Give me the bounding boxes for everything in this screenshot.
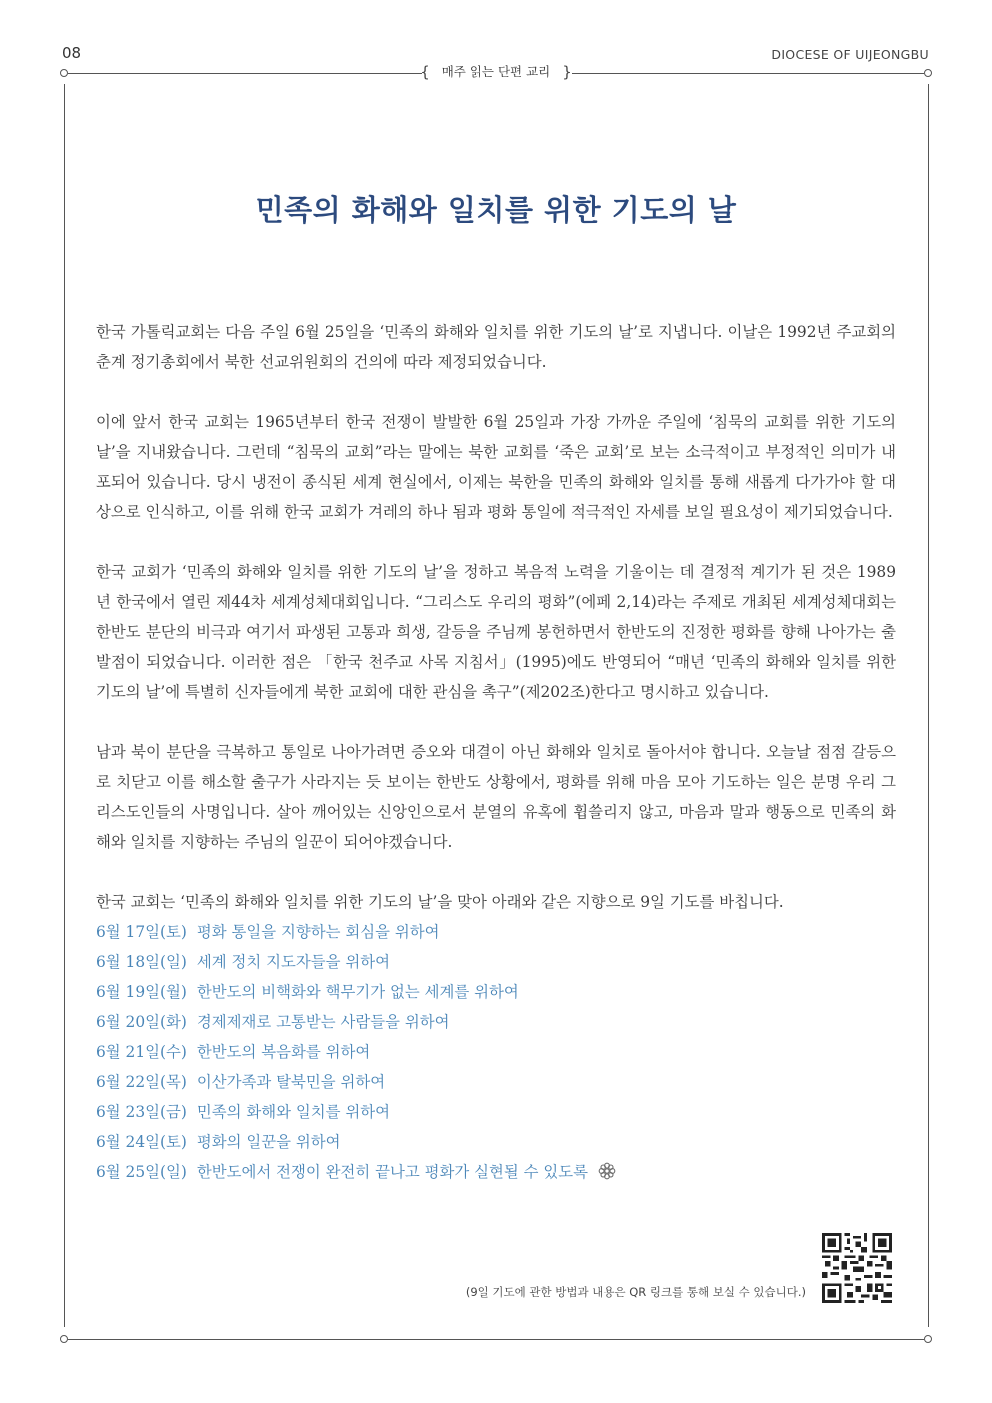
paragraph: 한국 교회가 ‘민족의 화해와 일치를 위한 기도의 날’을 정하고 복음적 노력을 기울이는 데 결정적 계기가 된 것은 1989년 한국에서 열린 제44차 세계성체대회입니다. “그리스도 우리의 평화”(에페 2,14)라는 주제로 개최된 세계성체대회는 한반도 분단의 비극과 여기서 파생된 고통과 희생, 갈등을 주님께 봉헌하면서 한반도의 진정한 평화를 향해 나아가는 출발점이 되었습니다. 이러한 점은 「한국 천주교 사목 지침서」(1995)에도 반영되어 “매년 ‘민족의 화해와 일치를 위한 기도의 날’에 특별히 신자들에게 북한 교회에 대한 관심을 촉구”(제202조)한다고 명시하고 있습니다. <box>96 563 896 701</box>
frame-top-right-rule <box>572 73 924 74</box>
frame-corner-dot <box>924 69 932 77</box>
intention-text: 세계 정치 지도자들을 위하여 <box>196 953 390 971</box>
list-item <box>96 1067 896 1097</box>
intention-date: 6월 20일(화) <box>96 1013 187 1031</box>
intention-text: 한반도의 비핵화와 핵무기가 없는 세계를 위하여 <box>196 983 519 1001</box>
intention-date: 6월 17일(토) <box>96 923 187 941</box>
article-body <box>96 317 896 1187</box>
publisher-name: DIOCESE OF UIJEONGBU <box>771 47 929 62</box>
bracket-close: } <box>562 63 572 81</box>
intention-date: 6월 19일(월) <box>96 983 187 1001</box>
intention-date: 6월 23일(금) <box>96 1103 187 1121</box>
intention-text: 평화의 일꾼을 위하여 <box>196 1133 341 1151</box>
intention-date: 6월 22일(목) <box>96 1073 187 1091</box>
intention-text: 평화 통일을 지향하는 회심을 위하여 <box>196 923 440 941</box>
qr-note: (9일 기도에 관한 방법과 내용은 QR 링크를 통해 보실 수 있습니다.) <box>465 1285 806 1299</box>
bracket-open: { <box>420 63 430 81</box>
intention-date: 6월 25일(일) <box>96 1163 187 1181</box>
frame-right-rule <box>928 84 929 1327</box>
frame-top-left-rule <box>68 73 422 74</box>
page-number: 08 <box>62 44 82 62</box>
frame-corner-dot <box>60 69 68 77</box>
list-item <box>96 917 896 947</box>
frame-bottom-rule <box>68 1339 924 1340</box>
list-item <box>96 977 896 1007</box>
paragraph: 한국 가톨릭교회는 다음 주일 6월 25일을 ‘민족의 화해와 일치를 위한 기도의 날’로 지냅니다. 이날은 1992년 주교회의 춘계 정기총회에서 북한 선교위원회의 건의에 따라 제정되었습니다. <box>96 323 896 371</box>
qr-code[interactable] <box>822 1233 892 1303</box>
list-item <box>96 1097 896 1127</box>
list-item <box>96 947 896 977</box>
intention-date: 6월 24일(토) <box>96 1133 187 1151</box>
frame-left-rule <box>64 84 65 1327</box>
intention-text: 민족의 화해와 일치를 위하여 <box>196 1103 390 1121</box>
list-item <box>96 1127 896 1157</box>
intention-date: 6월 18일(일) <box>96 953 187 971</box>
paragraph: 이에 앞서 한국 교회는 1965년부터 한국 전쟁이 발발한 6월 25일과 가장 가까운 주일에 ‘침묵의 교회를 위한 기도의 날’을 지내왔습니다. 그런데 “침묵의 교회”라는 말에는 북한 교회를 ‘죽은 교회’로 보는 소극적이고 부정적인 의미가 내포되어 있습니다. 당시 냉전이 종식된 세계 현실에서, 이제는 북한을 민족의 화해와 일치를 통해 새롭게 다가가야 할 대상으로 인식하고, 이를 위해 한국 교회가 겨레의 하나 됨과 평화 통일에 적극적인 자세를 보일 필요성이 제기되었습니다. <box>96 413 896 521</box>
intentions-intro: 한국 교회는 ‘민족의 화해와 일치를 위한 기도의 날’을 맞아 아래와 같은 지향으로 9일 기도를 바칩니다. <box>96 893 784 911</box>
intentions-list <box>96 917 896 1187</box>
intention-text: 경제제재로 고통받는 사람들을 위하여 <box>196 1013 450 1031</box>
list-item <box>96 1157 896 1187</box>
intention-text: 이산가족과 탈북민을 위하여 <box>196 1073 386 1091</box>
list-item <box>96 1037 896 1067</box>
flower-ornament-icon <box>598 1160 616 1178</box>
list-item <box>96 1007 896 1037</box>
frame-corner-dot <box>924 1335 932 1343</box>
section-label-text: 매주 읽는 단편 교리 <box>441 64 551 79</box>
intention-text: 한반도의 복음화를 위하여 <box>196 1043 371 1061</box>
section-label <box>420 62 572 80</box>
frame-corner-dot <box>60 1335 68 1343</box>
intention-date: 6월 21일(수) <box>96 1043 187 1061</box>
article-title: 민족의 화해와 일치를 위한 기도의 날 <box>255 193 737 227</box>
paragraph: 남과 북이 분단을 극복하고 통일로 나아가려면 증오와 대결이 아닌 화해와 일치로 돌아서야 합니다. 오늘날 점점 갈등으로 치닫고 이를 해소할 출구가 사라지는 듯 보이는 한반도 상황에서, 평화를 위해 마음 모아 기도하는 일은 분명 우리 그리스도인들의 사명입니다. 살아 깨어있는 신앙인으로서 분열의 유혹에 휩쓸리지 않고, 마음과 말과 행동으로 민족의 화해와 일치를 지향하는 주님의 일꾼이 되어야겠습니다. <box>96 743 896 851</box>
intention-text: 한반도에서 전쟁이 완전히 끝나고 평화가 실현될 수 있도록 <box>196 1163 588 1181</box>
